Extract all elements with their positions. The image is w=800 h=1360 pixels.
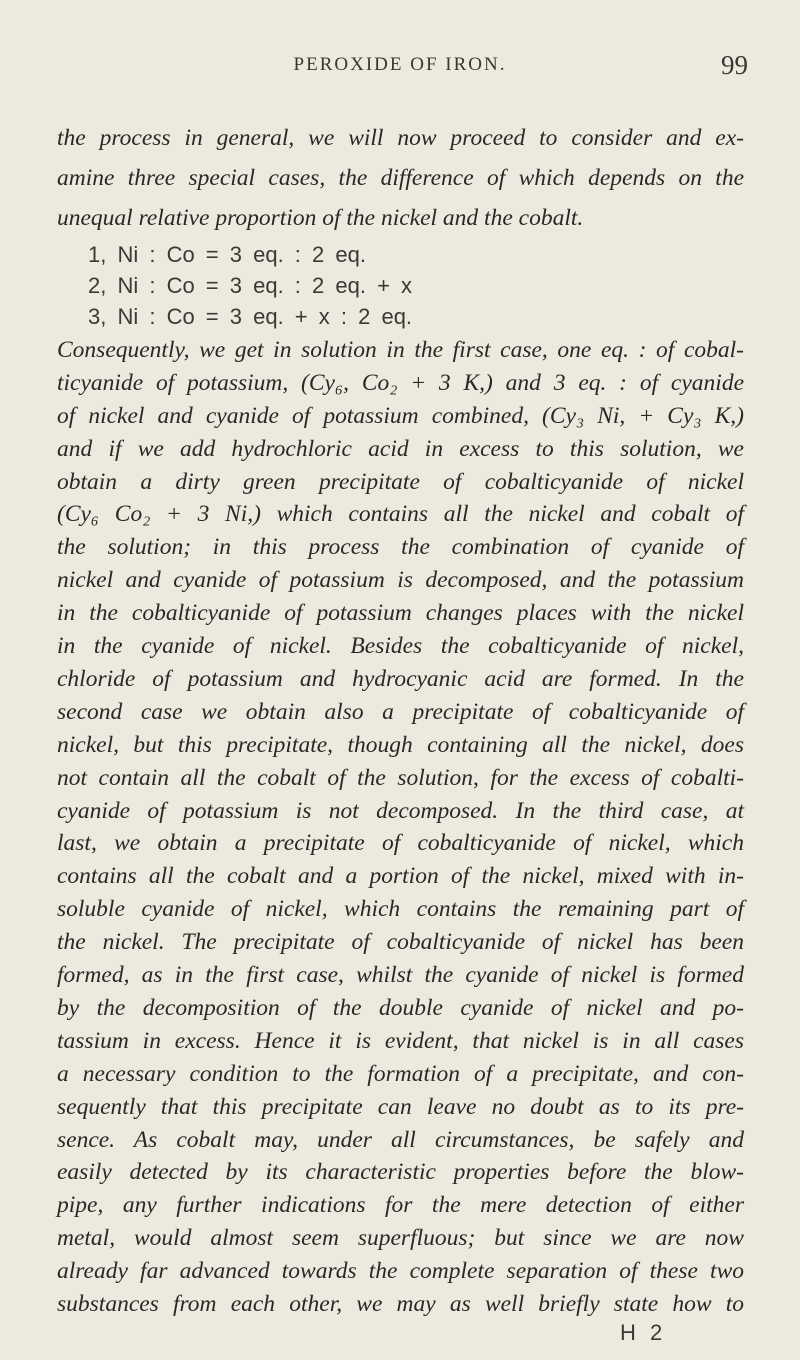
- text-line: not contain all the cobalt of the solution, for the excess of cobalti-: [57, 765, 744, 791]
- text-line: and if we add hydrochloric acid in excess to this solution, we: [57, 436, 744, 462]
- text-line: in the cyanide of nickel. Besides the cobalticyanide of nickel,: [57, 633, 744, 659]
- text-line: the solution; in this process the combination of cyanide of: [57, 534, 744, 560]
- case-equation-1: 1, Ni : Co = 3 eq. : 2 eq.: [88, 242, 366, 267]
- running-head: [0, 50, 800, 86]
- text-line: pipe, any further indications for the mere detection of either: [57, 1192, 744, 1218]
- text-line: by the decomposition of the double cyanide of nickel and po-: [57, 995, 744, 1021]
- text-line: cyanide of potassium is not decomposed. In the third case, at: [57, 798, 744, 824]
- case-equation-3: 3, Ni : Co = 3 eq. + x : 2 eq.: [88, 304, 413, 329]
- signature-mark: H 2: [620, 1320, 667, 1345]
- text-line: obtain a dirty green precipitate of cobalticyanide of nickel: [57, 469, 744, 495]
- text-line: already far advanced towards the complete separation of these two: [57, 1258, 744, 1284]
- text-line: unequal relative proportion of the nickel and the cobalt.: [57, 205, 584, 231]
- text-line: nickel and cyanide of potassium is decomposed, and the potassium: [57, 567, 744, 593]
- text-line: sequently that this precipitate can leave no doubt as to its pre-: [57, 1094, 744, 1120]
- text-line: tassium in excess. Hence it is evident, that nickel is in all cases: [57, 1028, 744, 1054]
- text-line: the process in general, we will now proceed to consider and ex-: [57, 125, 744, 151]
- text-line: sence. As cobalt may, under all circumstances, be safely and: [57, 1127, 744, 1153]
- text-line: nickel, but this precipitate, though containing all the nickel, does: [57, 732, 744, 758]
- text-line: Consequently, we get in solution in the first case, one eq. : of cobal-: [57, 337, 744, 363]
- text-line: second case we obtain also a precipitate of cobalticyanide of: [57, 699, 744, 725]
- text-line: a necessary condition to the formation of a precipitate, and con-: [57, 1061, 744, 1087]
- text-line: easily detected by its characteristic properties before the blow-: [57, 1159, 744, 1185]
- page-number: 99: [721, 50, 748, 80]
- text-line: metal, would almost seem superfluous; but since we are now: [57, 1225, 744, 1251]
- text-line: ticyanide of potassium, (Cy₆, Co₂ + 3 K,) and 3 eq. : of cyanide: [57, 370, 744, 396]
- running-title: PEROXIDE OF IRON.: [293, 54, 507, 75]
- text-line: soluble cyanide of nickel, which contains the remaining part of: [57, 896, 744, 922]
- text-line: formed, as in the first case, whilst the cyanide of nickel is formed: [57, 962, 744, 988]
- case-equation-2: 2, Ni : Co = 3 eq. : 2 eq. + x: [88, 273, 413, 298]
- text-line: amine three special cases, the difference of which depends on the: [57, 165, 744, 191]
- text-line: of nickel and cyanide of potassium combined, (Cy₃ Ni, + Cy₃ K,): [57, 403, 744, 429]
- text-line: the nickel. The precipitate of cobalticyanide of nickel has been: [57, 929, 744, 955]
- text-line: substances from each other, we may as well briefly state how to: [57, 1291, 744, 1317]
- text-line: chloride of potassium and hydrocyanic acid are formed. In the: [57, 666, 744, 692]
- text-line: last, we obtain a precipitate of cobalticyanide of nickel, which: [57, 830, 744, 856]
- text-line: in the cobalticyanide of potassium changes places with the nickel: [57, 600, 744, 626]
- text-line: (Cy₆ Co₂ + 3 Ni,) which contains all the nickel and cobalt of: [57, 501, 744, 527]
- text-line: contains all the cobalt and a portion of the nickel, mixed with in-: [57, 863, 744, 889]
